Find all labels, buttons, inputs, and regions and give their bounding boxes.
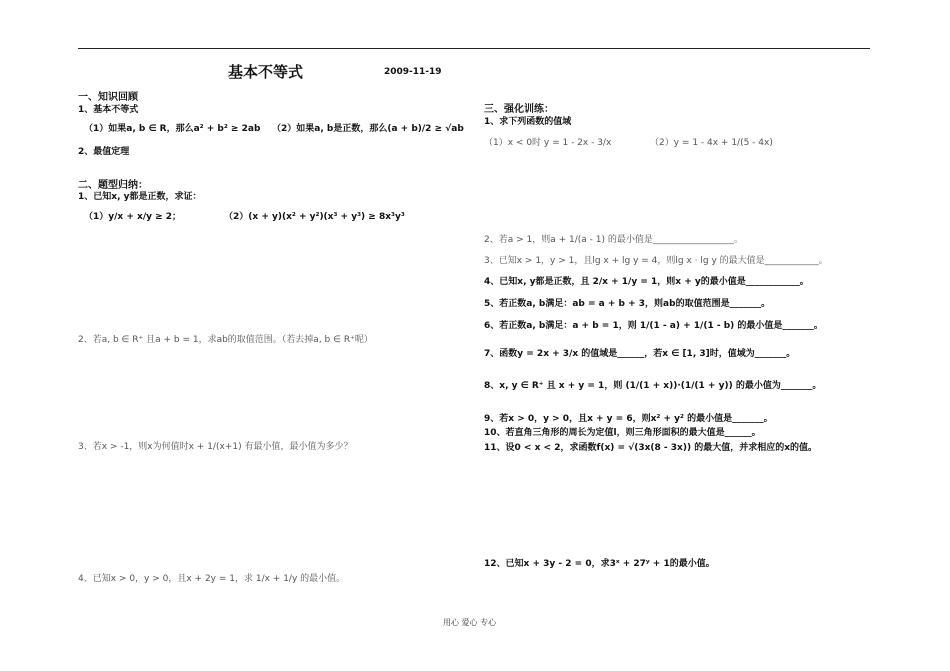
sec2-q4: 4、已知x > 0，y > 0，且x + 2y = 1，求 1/x + 1/y 的最小值。 — [78, 574, 346, 584]
section-1-heading: 一、知识回顾 — [78, 92, 138, 103]
sec1-item-2: 2、最值定理 — [78, 147, 130, 157]
sec3-q8: 8、x, y ∈ R⁺ 且 x + y = 1，则 (1/(1 + x))·(1/(1 + y)) 的最小值为_______。 — [484, 381, 822, 391]
sec1-item-1: 1、基本不等式 — [78, 105, 139, 115]
sec2-q1: 1、已知x, y都是正数，求证： — [78, 192, 202, 202]
sec3-q6: 6、若正数a, b满足：a + b = 1，则 1/(1 - a) + 1/(1 - b) 的最小值是_______。 — [484, 321, 823, 331]
sec3-q1-part2: （2）y = 1 - 4x + 1/(5 - 4x) — [650, 138, 773, 148]
sec3-q4: 4、已知x, y都是正数，且 2/x + 1/y = 1，则x + y的最小值是____________。 — [484, 277, 809, 287]
sec3-q3: 3、已知x > 1，y > 1，且lg x + lg y = 4，则lg x · lg y 的最大值是____________。 — [484, 256, 828, 266]
header-rule — [78, 48, 870, 49]
sec3-q5: 5、若正数a, b满足：ab = a + b + 3，则ab的取值范围是_______。 — [484, 299, 771, 309]
sec3-q9: 9、若x > 0，y > 0，且x + y = 6，则x² + y² 的最小值是_______。 — [484, 414, 773, 424]
sec3-q1: 1、求下列函数的值域 — [484, 117, 572, 127]
sec3-q7: 7、函数y = 2x + 3/x 的值域是______，若x ∈ [1, 3]时，值域为_______。 — [484, 349, 796, 359]
sec3-q10: 10、若直角三角形的周长为定值l，则三角形面积的最大值是______。 — [484, 428, 761, 438]
sec2-q3: 3、若x > -1，则x为何值时x + 1/(x+1) 有最小值，最小值为多少？ — [78, 442, 353, 452]
sec2-q1-part1: （1）y/x + x/y ≥ 2； — [84, 212, 182, 222]
sec3-q12: 12、已知x + 3y - 2 = 0，求3ˣ + 27ʸ + 1的最小值。 — [484, 559, 715, 569]
sec3-q11: 11、设0 < x < 2，求函数f(x) = √(3x(8 - 3x)) 的最大值，并求相应的x的值。 — [484, 443, 818, 453]
sec3-q2: 2、若a > 1，则a + 1/(a - 1) 的最小值是__________________。 — [484, 235, 743, 245]
section-2-heading: 二、题型归纳： — [78, 180, 148, 191]
section-3-heading: 三、强化训练： — [484, 104, 554, 115]
sec2-q1-part2: （2）(x + y)(x² + y²)(x³ + y³) ≥ 8x³y³ — [224, 212, 405, 222]
date: 2009-11-19 — [384, 67, 442, 77]
footer-text: 用心 爱心 专心 — [443, 618, 497, 627]
sec1-formula-1: （1）如果a, b ∈ R，那么a² + b² ≥ 2ab — [84, 124, 261, 134]
page-title: 基本不等式 — [228, 63, 304, 81]
sec3-q1-part1: （1）x < 0时 y = 1 - 2x - 3/x — [484, 138, 612, 148]
sec2-q2: 2、若a, b ∈ R⁺ 且a + b = 1，求ab的取值范围。（若去掉a, b ∈ R⁺呢） — [78, 335, 373, 345]
sec1-formula-2: （2）如果a, b是正数，那么(a + b)/2 ≥ √ab — [272, 124, 464, 134]
